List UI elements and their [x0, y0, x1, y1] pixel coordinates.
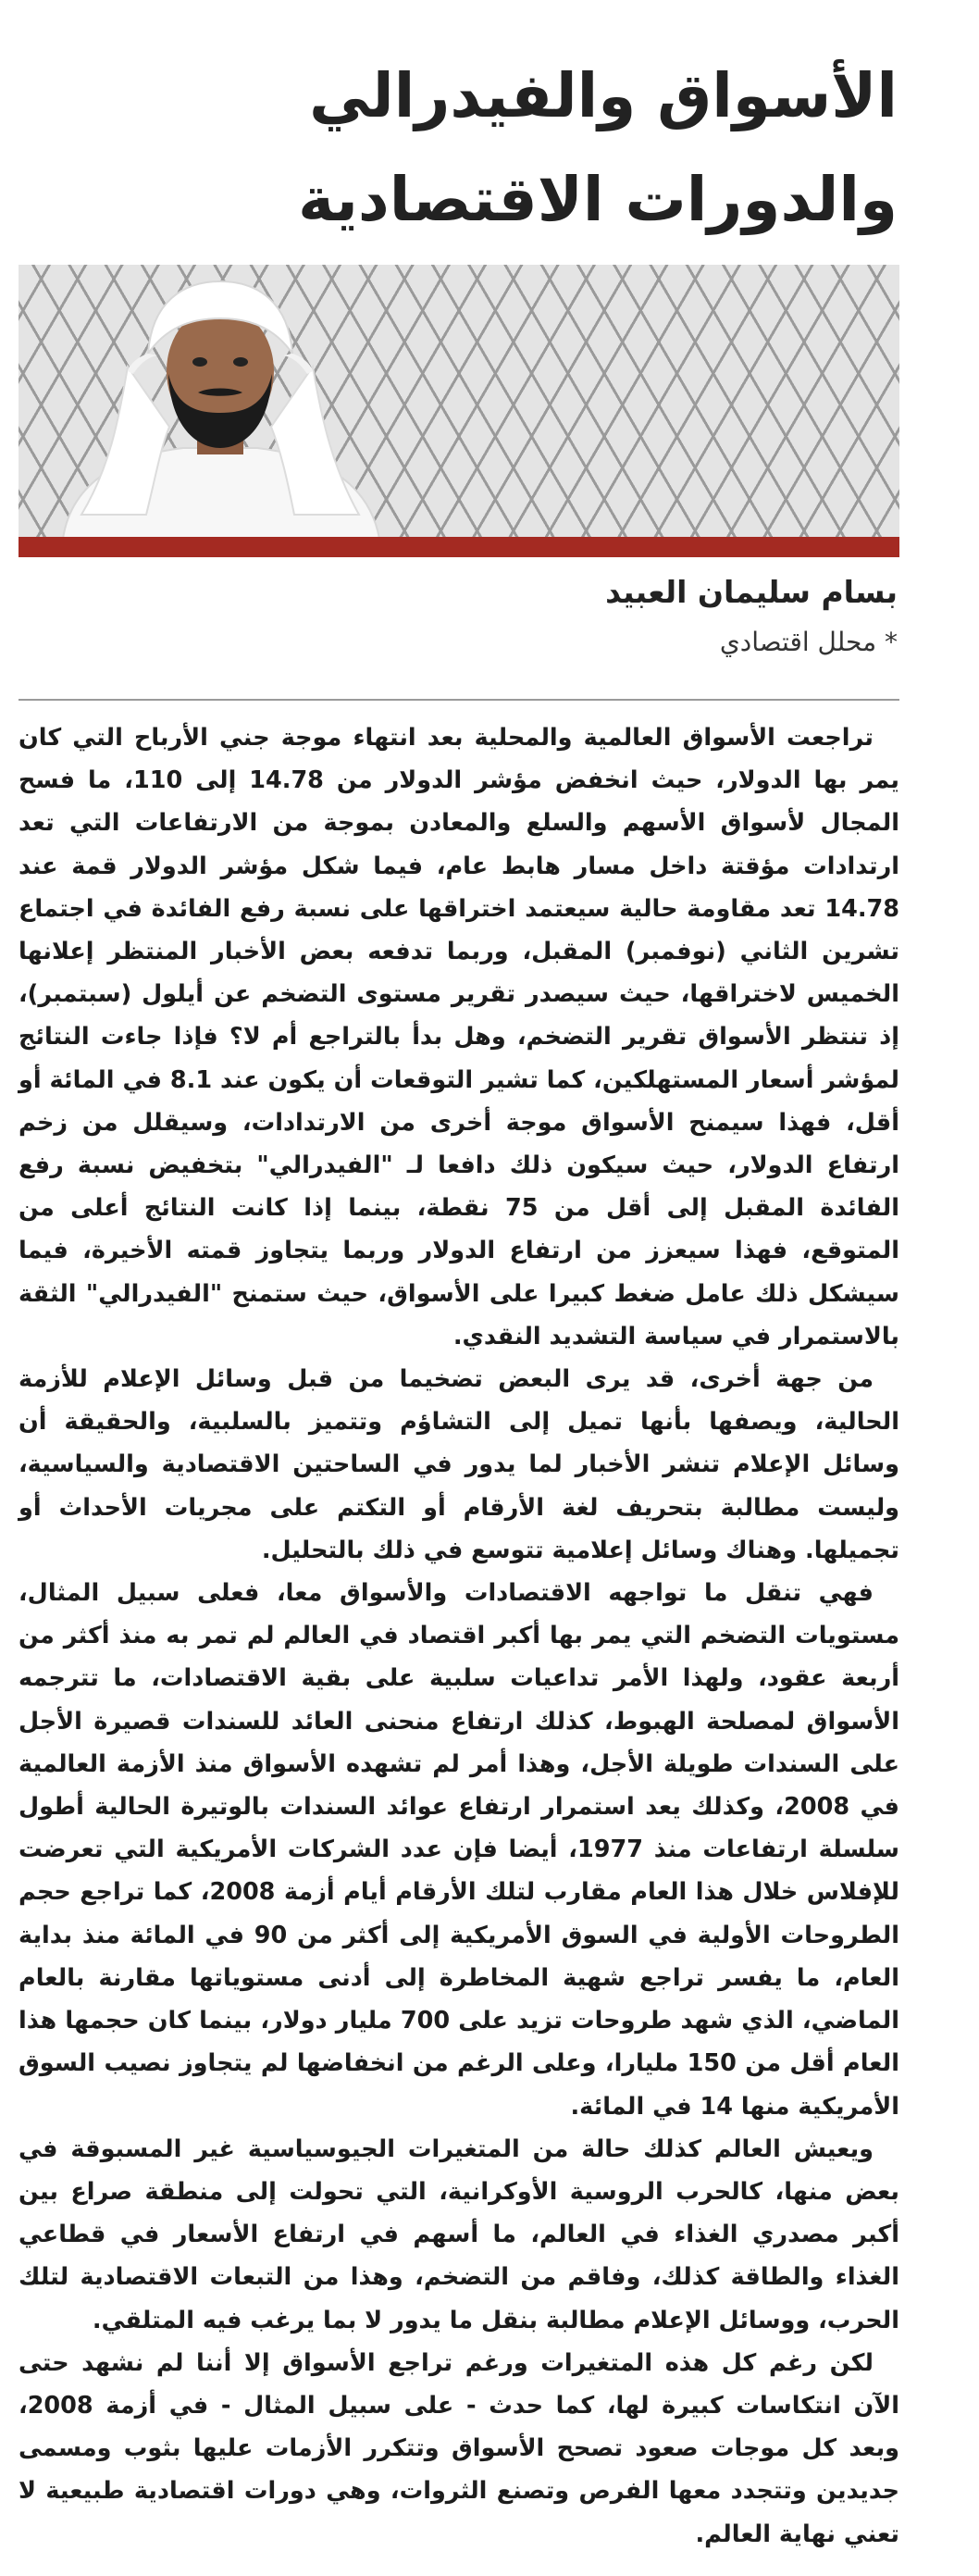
author-name: بسام سليمان العبيد: [605, 574, 898, 610]
article-paragraph: ويعيش العالم كذلك حالة من المتغيرات الجيوسياسية غير المسبوقة في بعض منها، كالحرب الروسية الأوكرانية، التي تحولت إلى منطقة صراع بين أكبر مصدري الغذاء في العالم، ما أسهم في ارتفاع الأسعار في قطاعي الغذاء والطاقة كذلك، وفاقم من التضخم، وهذا من التبعات الاقتصادية لتلك الحرب، ووسائل الإعلام مطالبة بنقل ما يدور لا بما يرغب فيه المتلقي.: [19, 2134, 899, 2334]
article-paragraph: فهي تنقل ما تواجهه الاقتصادات والأسواق معا، فعلى سبيل المثال، مستويات التضخم التي يمر بها أكبر اقتصاد في العالم لم تمر به منذ أكثر من أربعة عقود، ولهذا الأمر تداعيات سلبية على بقية الاقتصادات، ما تترجمه الأسواق لمصلحة الهبوط، كذلك ارتفاع منحنى العائد للسندات قصيرة الأجل على السندات طويلة الأجل، وهذا أمر لم تشهده الأسواق منذ الأزمة العالمية في 2008، وكذلك يعد استمرار ارتفاع عوائد السندات بالوتيرة الحالية أطول سلسلة ارتفاعات منذ 1977، أيضا فإن عدد الشركات الأمريكية التي تعرضت للإفلاس خلال هذا العام مقارب لتلك الأرقام أيام أزمة 2008، كما تراجع حجم الطروحات الأولية في السوق الأمريكية إلى أكثر من 90 في المائة منذ بداية العام، ما يفسر تراجع شهية المخاطرة إلى أدنى مستوياتها مقارنة بالعام الماضي، الذي شهد طروحات تزيد على 700 مليار دولار، بينما كان حجمها هذا العام أقل من 150 مليارا، وعلى الرغم من انخفاضها لم يتجاوز نصيب السوق الأمريكية منها 14 في المائة.: [19, 1579, 899, 2121]
article-title: الأسواق والفيدرالي والدورات الاقتصادية: [298, 60, 898, 235]
header-divider: [19, 699, 899, 701]
article-paragraph: من جهة أخرى، قد يرى البعض تضخيما من قبل وسائل الإعلام للأزمة الحالية، ويصفها بأنها تميل إلى التشاؤم وتتميز بالسلبية، والحقيقة أن وسائل الإعلام تنشر الأخبار لما يدور في الساحتين الاقتصادية والسياسية، وليست مطالبة بتحريف لغة الأرقام أو التكتم على مجريات الأحداث أو تجميلها. وهناك وسائل إعلامية تتوسع في ذلك بالتحليل.: [19, 1365, 899, 1564]
author-photo-banner: [19, 265, 899, 557]
article-paragraph: لكن رغم كل هذه المتغيرات ورغم تراجع الأسواق إلا أننا لم نشهد حتى الآن انتكاسات كبيرة لها، كما حدث - على سبيل المثال - في أزمة 2008، وبعد كل موجات صعود تصحح الأسواق وتتكرر الأزمات عليها بثوب ومسمى جديدين وتتجدد معها الفرص وتصنع الثروات، وهي دورات اقتصادية طبيعية لا تعني نهاية العالم.: [19, 2348, 899, 2548]
accent-bar: [19, 537, 899, 557]
article-paragraph: تراجعت الأسواق العالمية والمحلية بعد انتهاء موجة جني الأرباح التي كان يمر بها الدولار، حيث انخفض مؤشر الدولار من 14.78 إلى 110، ما فسح المجال لأسواق الأسهم والسلع والمعادن بموجة من الارتفاعات التي تعد ارتدادات مؤقتة داخل مسار هابط عام، فيما شكل مؤشر الدولار قمة عند 14.78 تعد مقاومة حالية سيعتمد اختراقها على نسبة رفع الفائدة في اجتماع تشرين الثاني (نوفمبر) المقبل، وربما تدفعه بعض الأخبار المنتظر إعلانها الخميس لاختراقها، حيث سيصدر تقرير مستوى التضخم عن أيلول (سبتمبر)، إذ تنتظر الأسواق تقرير التضخم، وهل بدأ بالتراجع أم لا؟ فإذا جاءت النتائج لمؤشر أسعار المستهلكين، كما تشير التوقعات أن يكون عند 8.1 في المائة أو أقل، فهذا سيمنح الأسواق موجة أخرى من الارتدادات، وسيقلل من زخم ارتفاع الدولار، حيث سيكون ذلك دافعا لـ "الفيدرالي" بتخفيض نسبة رفع الفائدة المقبل إلى أقل من 75 نقطة، بينما إذا كانت النتائج أعلى من المتوقع، فهذا سيعزز من ارتفاع الدولار وربما يتجاوز قمته الأخيرة، فيما سيشكل ذلك عامل ضغط كبيرا على الأسواق، حيث ستمنح "الفيدرالي" الثقة بالاستمرار في سياسة التشديد النقدي.: [19, 724, 899, 1350]
author-role: * محلل اقتصادي: [719, 627, 898, 657]
author-portrait: [44, 265, 396, 539]
article-body: [19, 716, 899, 2556]
